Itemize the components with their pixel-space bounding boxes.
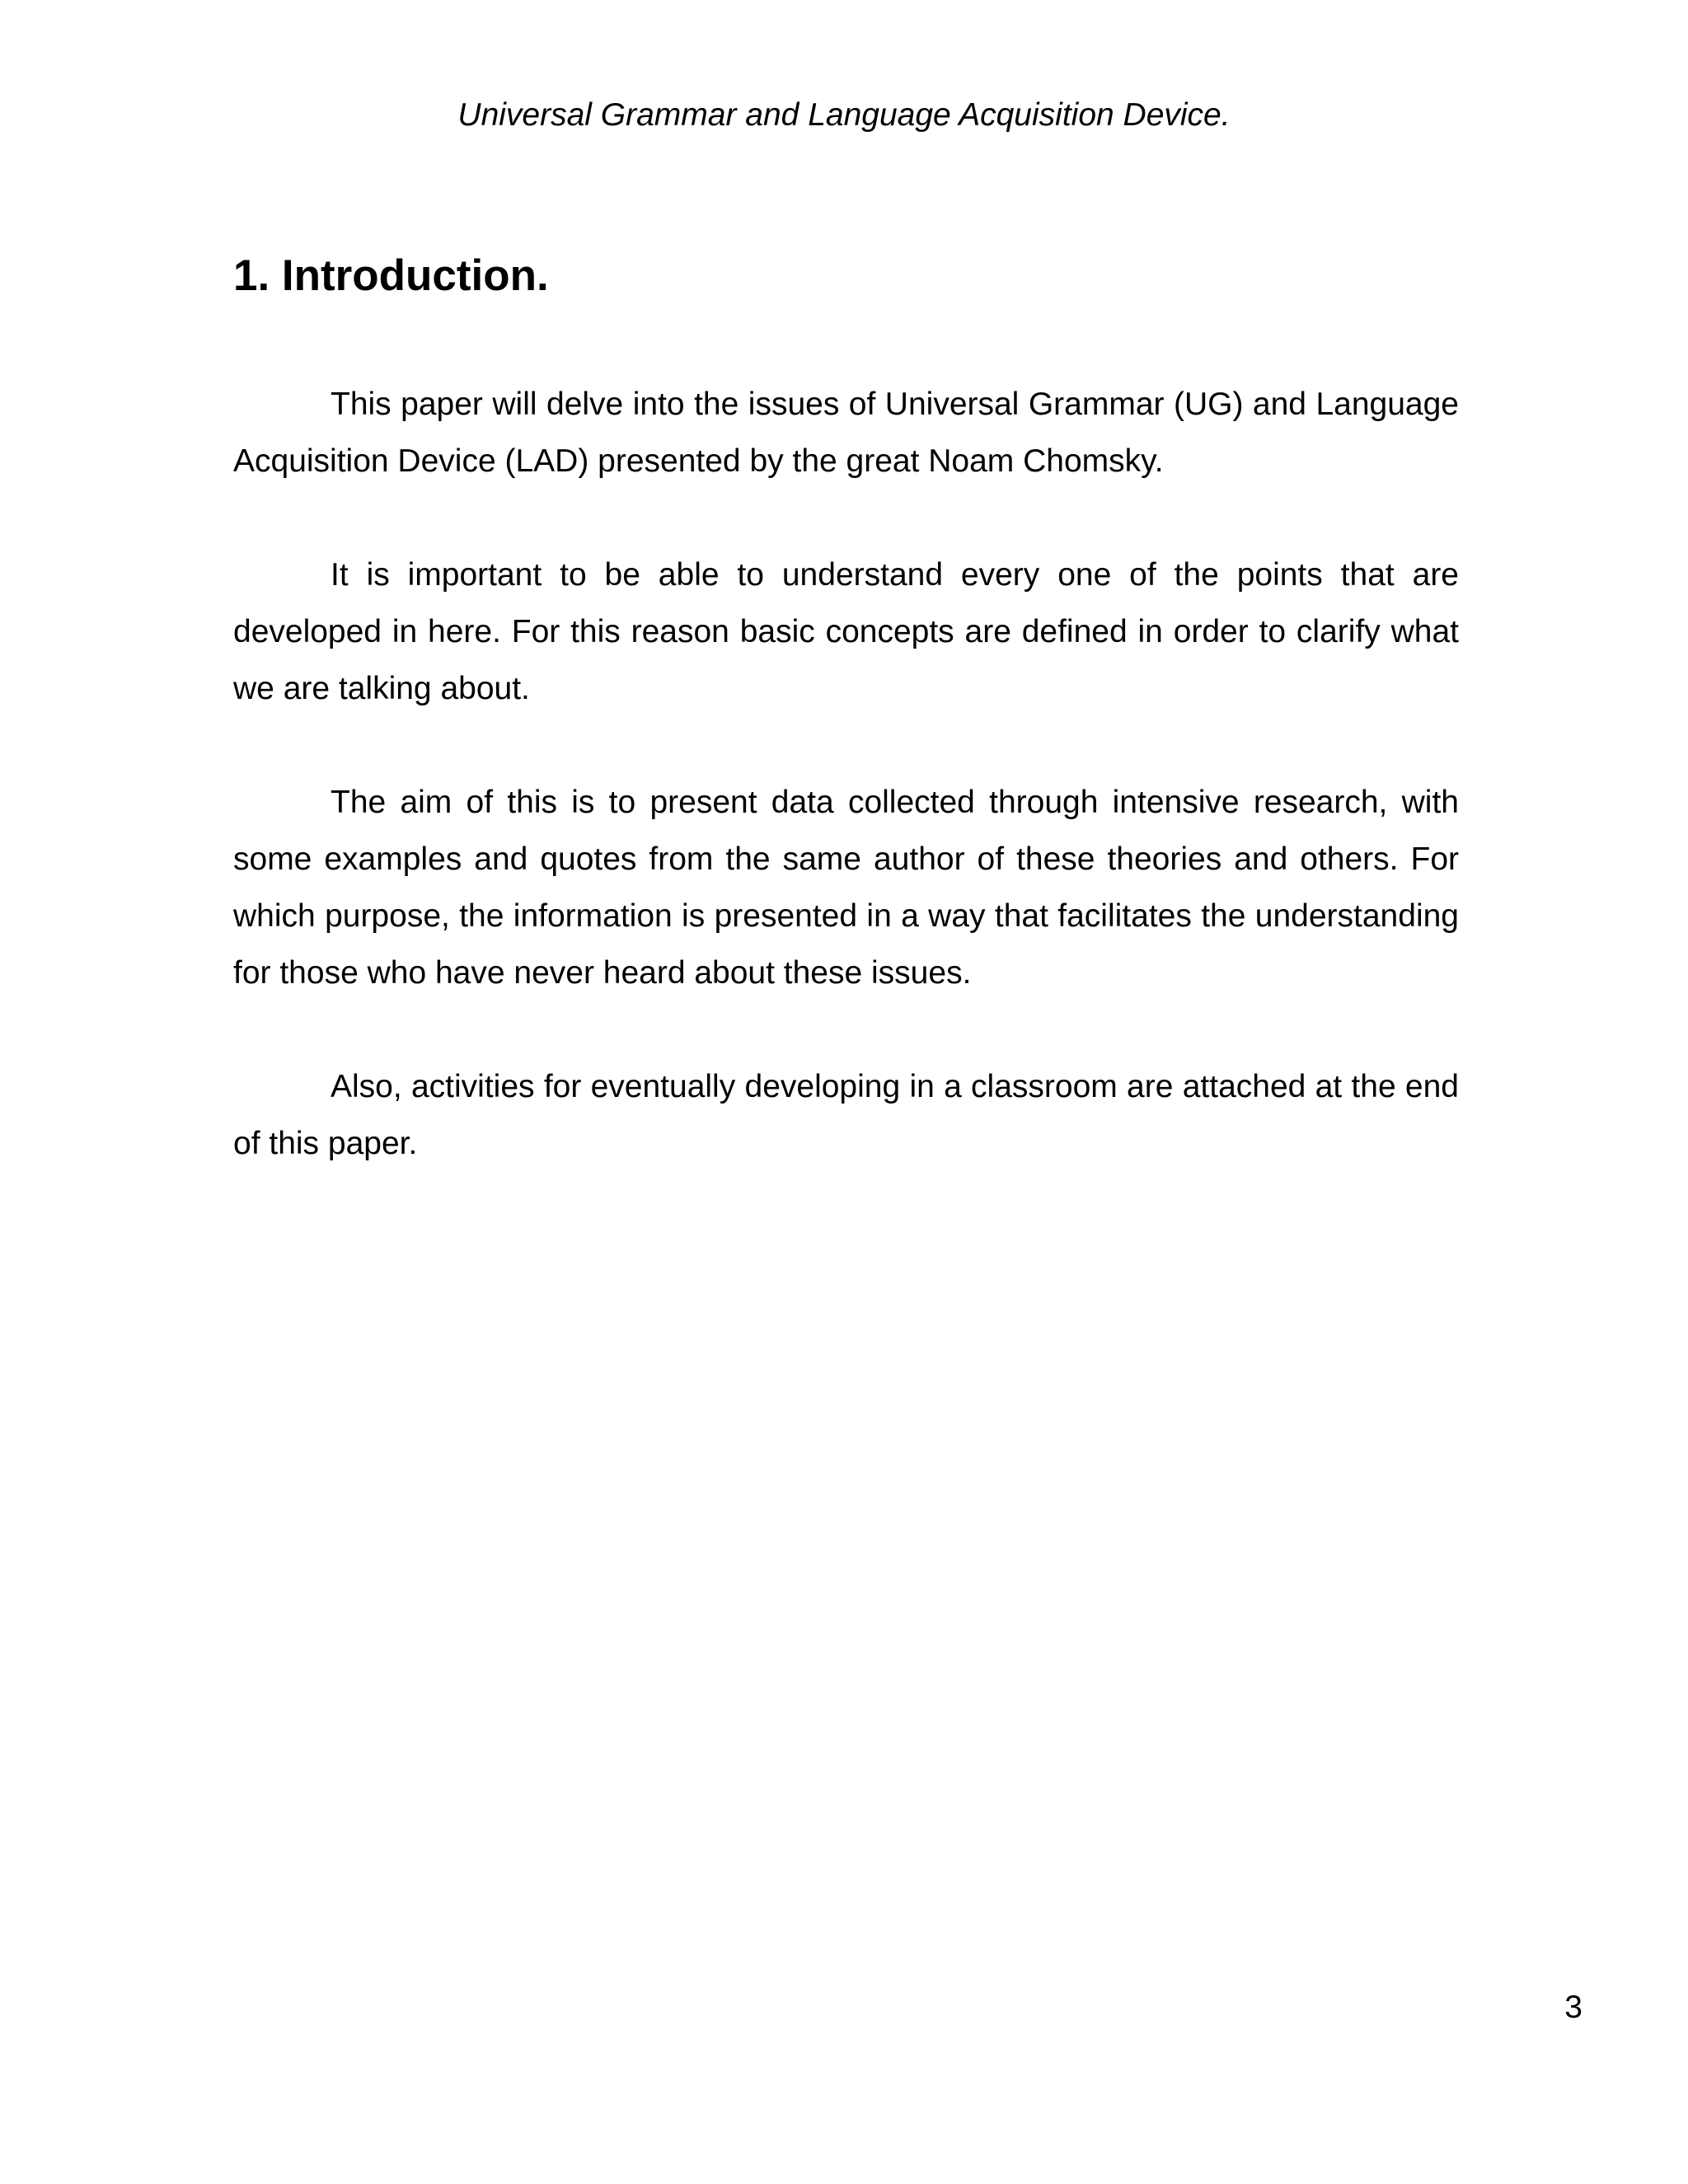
body-text — [233, 376, 1459, 1229]
section-heading: 1. Introduction. — [233, 251, 549, 300]
paragraph-aim: The aim of this is to present data collected through intensive research, with some examples and quotes from the same author of these theories and others. For which purpose, the information is presented in a way that facilitates the understanding for those who have never heard about these issues. — [233, 785, 1459, 991]
paragraph-intro: This paper will delve into the issues of Universal Grammar (UG) and Language Acquisition Device (LAD) presented by the great Noam Chomsky. — [233, 387, 1459, 479]
paragraph-concepts: It is important to be able to understand every one of the points that are developed in here. For this reason basic concepts are defined in order to clarify what we are talking about. — [233, 557, 1459, 706]
page-number: 3 — [1564, 1990, 1582, 2025]
running-header: Universal Grammar and Language Acquisition Device. — [457, 97, 1231, 133]
paragraph-activities: Also, activities for eventually developing in a classroom are attached at the end of this paper. — [233, 1069, 1459, 1161]
